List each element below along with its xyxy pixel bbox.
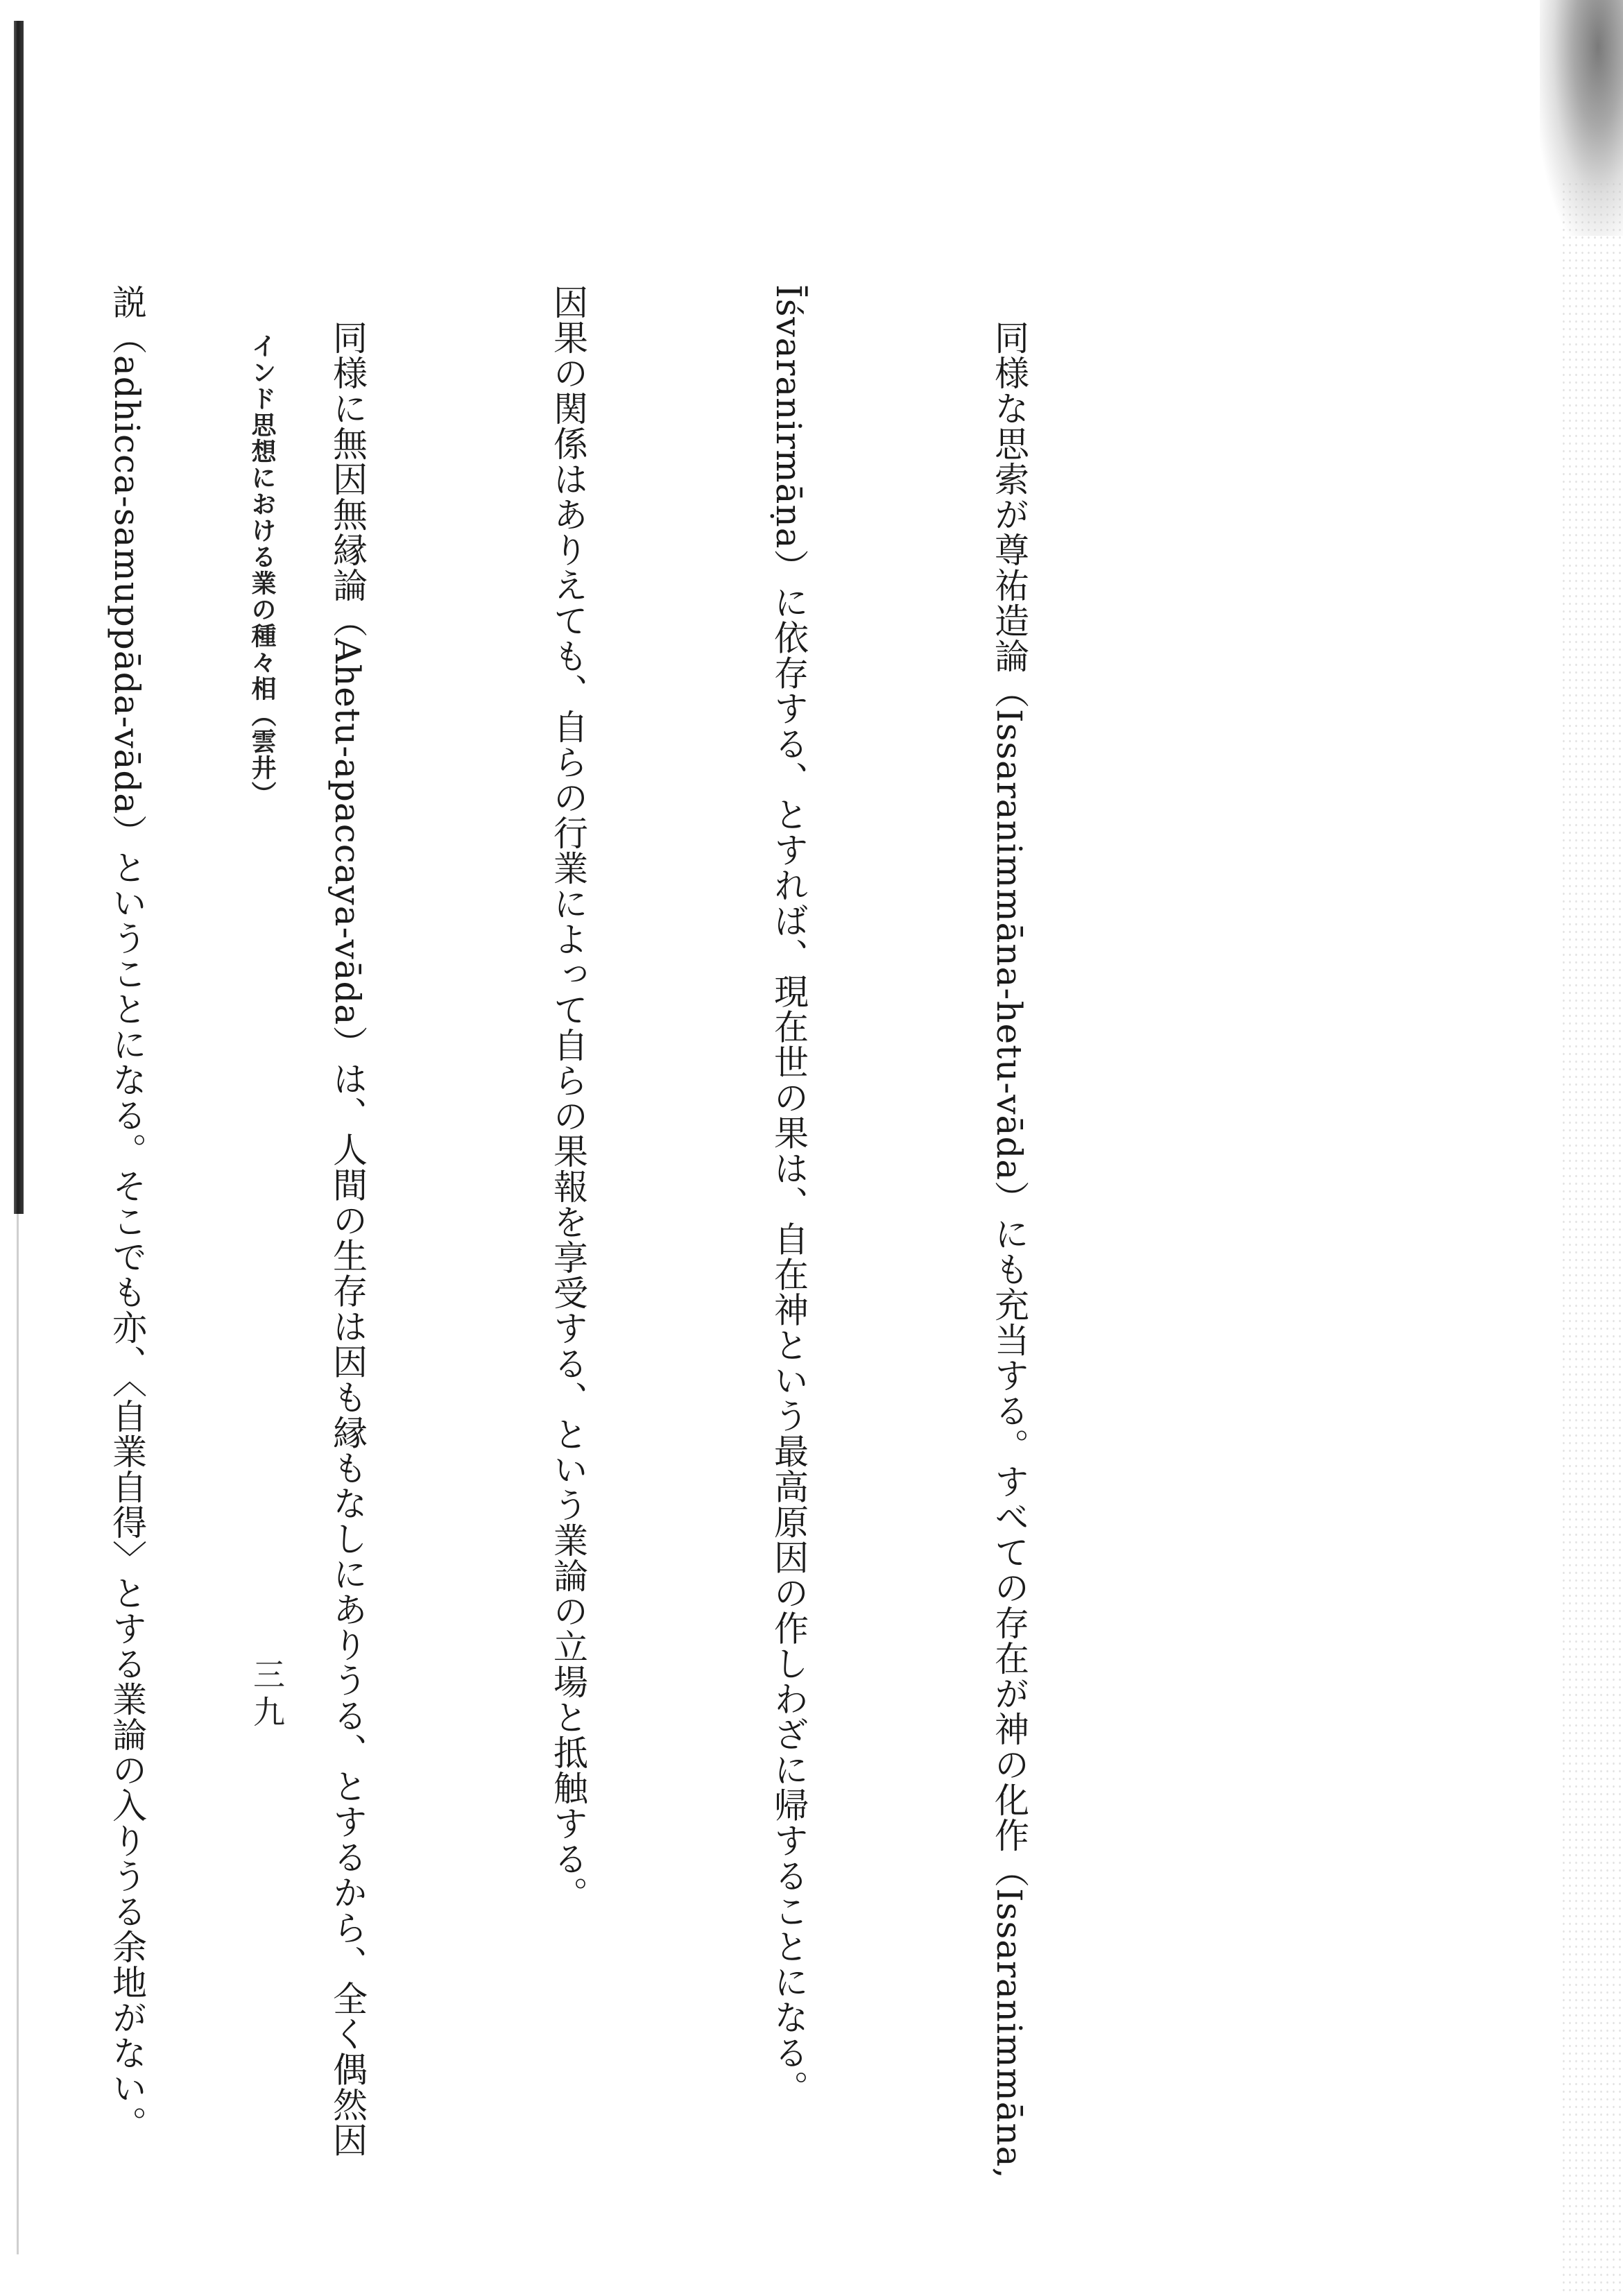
text-line: 同様に無因無縁論（Ahetu-apaccaya-vāda）は、人間の生存は因も縁もなしにありうる、とするから、全く偶然因 xyxy=(327,284,368,2158)
scan-speckle-edge xyxy=(1561,180,1623,2296)
text-line: Īśvaranirmāṇa）に依存する、とすれば、現在世の果は、自在神という最高原因の作しわざに帰することになる。 xyxy=(768,284,809,2106)
text-line: 説（adhicca-samuppāda-vāda）ということになる。そこでも亦、〈自業自得〉とする業論の入りうる余地がない。 xyxy=(107,284,147,2142)
page-number: 三九 xyxy=(248,1658,286,1733)
text-line: 同様な思索が尊祐造論（Issaranimmāna-hetu-vāda）にも充当する。すべての存在が神の化作（Issaranimmāna, xyxy=(989,284,1029,2179)
text-line: 因果の関係はありえても、自らの行業によって自らの果報を享受する、という業論の立場と抵触する。 xyxy=(548,284,588,1912)
main-text-body xyxy=(0,284,1193,2179)
running-title: インド思想における業の種々相（雲井） xyxy=(248,333,276,807)
